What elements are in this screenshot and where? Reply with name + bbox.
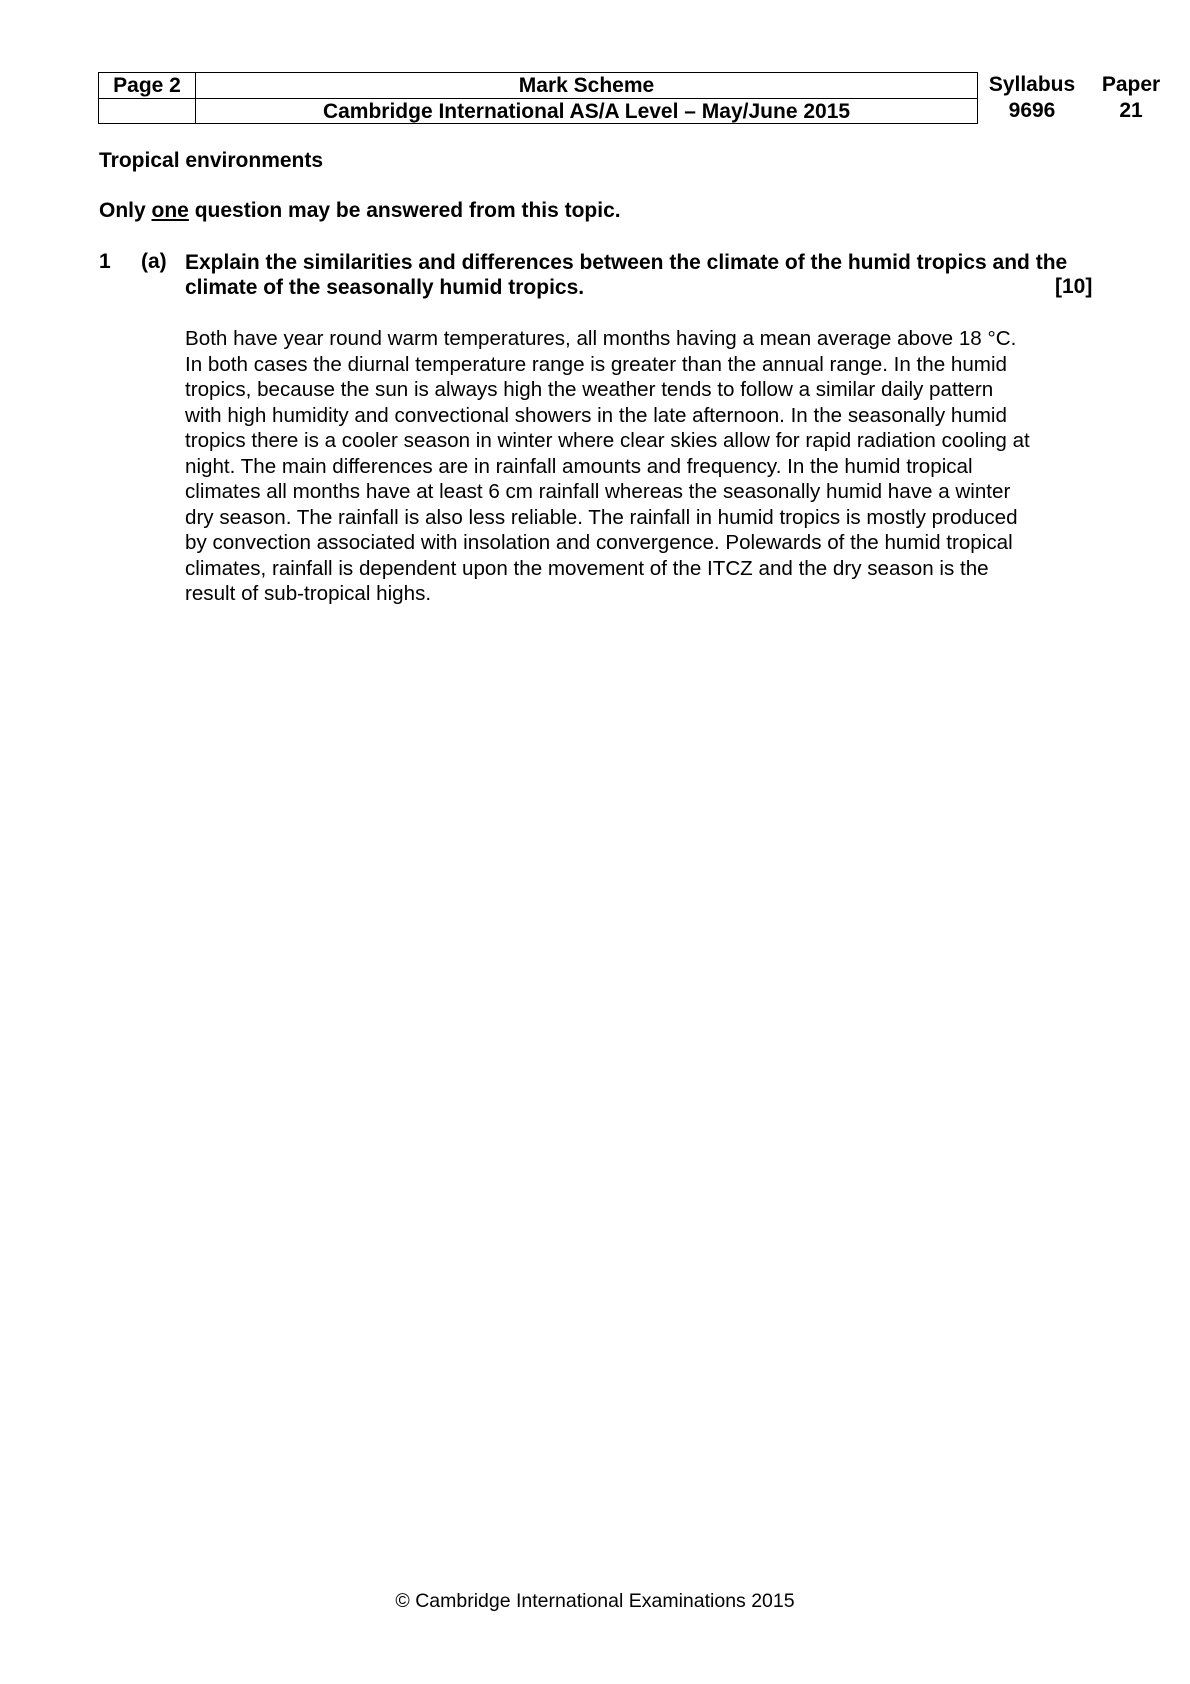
copyright-footer: © Cambridge International Examinations 2015 [395, 1590, 795, 1612]
answer-line: climates all months have at least 6 cm rainfall whereas the seasonally humid have a winter [185, 480, 1011, 503]
section-title: Tropical environments [99, 149, 324, 172]
instruction [99, 199, 621, 223]
question-number: 1 [99, 250, 111, 273]
answer-line: night. The main differences are in rainfall amounts and frequency. In the humid tropical [185, 454, 973, 478]
header-row-2 [98, 98, 1143, 124]
answer-line: by convection associated with insolation and convergence. Polewards of the humid tropical [185, 531, 1013, 554]
paper-label: Paper [1101, 73, 1161, 96]
instruction-text-before: Only [99, 199, 152, 222]
page-label: Page 2 [98, 72, 196, 98]
document-title: Mark Scheme [196, 72, 978, 98]
question-part: (a) [141, 250, 167, 273]
answer-line: result of sub-tropical highs. [185, 582, 432, 605]
document-subtitle: Cambridge International AS/A Level – May/June 2015 [196, 98, 978, 124]
instruction-underlined: one [151, 199, 189, 222]
answer-line: Both have year round warm temperatures, all months having a mean average above 18 °C. [185, 327, 1017, 350]
answer-line: tropics, because the sun is always high the weather tends to follow a similar daily pattern [185, 378, 994, 401]
header-table [98, 72, 1161, 124]
syllabus-value: 9696 [1008, 99, 1056, 122]
syllabus-label: Syllabus [988, 73, 1076, 96]
paper-value: 21 [1119, 99, 1143, 122]
header-row-1 [98, 72, 1161, 98]
answer-line: tropics there is a cooler season in winter where clear skies allow for rapid radiation cooling at [185, 429, 1030, 452]
question-marks: [10] [1055, 275, 1093, 298]
page-blank-cell [98, 98, 196, 124]
question-text: Explain the similarities and differences between the climate of the humid tropics and the climate of the seasonally humid tropics. [185, 251, 1068, 299]
answer-line: with high humidity and convectional showers in the late afternoon. In the seasonally humid [185, 403, 1007, 427]
answer-line: dry season. The rainfall is also less reliable. The rainfall in humid tropics is mostly produced [185, 505, 1018, 529]
instruction-text-after: question may be answered from this topic. [188, 199, 621, 222]
answer-paragraph [185, 326, 1097, 607]
answer-line: climates, rainfall is dependent upon the movement of the ITCZ and the dry season is the [185, 556, 989, 580]
answer-line: In both cases the diurnal temperature range is greater than the annual range. In the humid [185, 352, 1007, 376]
